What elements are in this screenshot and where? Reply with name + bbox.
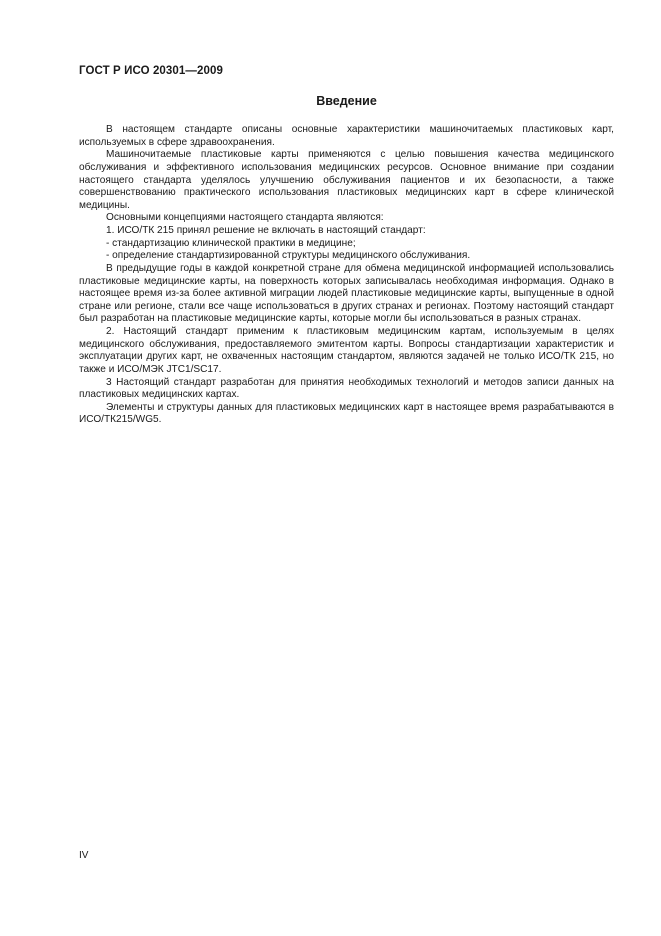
concept-subitem-clinical: - стандартизацию клинической практики в медицине; <box>106 237 356 249</box>
paragraph-technologies: 3 Настоящий стандарт разработан для принятия необходимых технологий и методов записи данных на пластиковых медицинских картах. <box>79 376 614 401</box>
section-title: Введение <box>316 94 377 108</box>
body-text <box>79 124 614 427</box>
paragraph-data-elements: Элементы и структуры данных для пластиковых медицинских карт в настоящее время разрабатываются в ИСО/ТК215/WG5. <box>79 401 614 426</box>
concept-subitem-structure: - определение стандартизированной структуры медицинского обслуживания. <box>106 250 471 262</box>
paragraph-scope: В настоящем стандарте описаны основные характеристики машиночитаемых пластиковых карт, используемых в сфере здравоохранения. <box>79 124 614 148</box>
concept-item-1: 1. ИСО/ТК 215 принял решение не включать в настоящий стандарт: <box>106 225 426 236</box>
page-number: IV <box>79 850 89 861</box>
paragraph-applicability: 2. Настоящий стандарт применим к пластиковым медицинским картам, используемым в целях медицинского обслуживания, предоставляемого эмитентом карты. Вопросы стандартизации характеристик и эксплуатации других карт, не охваченных настоящим стандартом, являются задачей не только ИСО/ТК 215, но также и ИСО/МЭК JTC1/SC17. <box>79 326 614 375</box>
paragraph-background: В предыдущие годы в каждой конкретной стране для обмена медицинской информацией использовались пластиковые медицинские карты, на поверхность которых записывалась необходимая информация. Однако в настоящее время из-за более активной миграции людей пластиковые медицинские карты, выпущенные в одной стране или регионе, стали все чаще использоваться в других странах и регионах. Поэтому настоящий стандарт был разработан на пластиковые медицинские карты, которые могли бы использоваться в разных странах. <box>79 262 614 325</box>
paragraph-purpose: Машиночитаемые пластиковые карты применяются с целью повышения качества медицинского обслуживания и эффективного использования медицинских ресурсов. Основное внимание при создании настоящего стандарта уделялось улучшению обслуживания пациентов и их безопасности, а также совершенствованию практического использования пластиковых медицинских карт в сфере клинической медицины. <box>79 149 614 211</box>
paragraph-concepts-intro: Основными концепциями настоящего стандарта являются: <box>106 212 384 224</box>
document-header: ГОСТ Р ИСО 20301—2009 <box>79 65 224 77</box>
